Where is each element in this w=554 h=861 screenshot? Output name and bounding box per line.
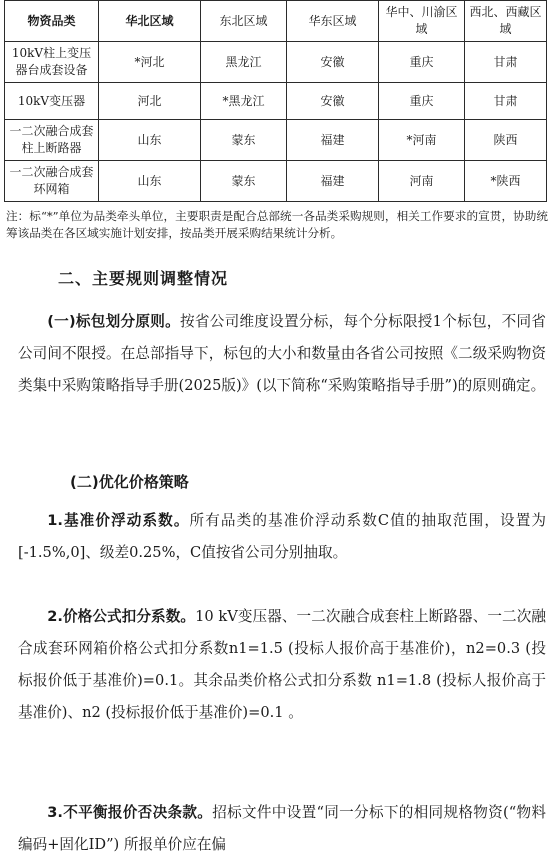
table-cell: 福建 (287, 161, 379, 202)
table-cell: 黑龙江 (201, 42, 287, 83)
paragraph-lead: (一)标包划分原则。 (47, 313, 180, 330)
header-northeast: 东北区域 (201, 1, 287, 42)
table-cell: 甘肃 (465, 42, 547, 83)
table-cell: 甘肃 (465, 83, 547, 120)
table-cell: 安徽 (287, 83, 379, 120)
table-row (5, 120, 547, 161)
header-northwest-tibet: 西北、西藏区域 (465, 1, 547, 42)
price-formula-paragraph (18, 601, 546, 729)
table-footnote: 注：标“*”单位为品类牵头单位，主要职责是配合总部统一各品类采购规则，相关工作要求的宣贯，协助统筹该品类在各区域实施计划安排，按品类开展采购结果统计分析。 (6, 209, 548, 240)
table-cell: 重庆 (379, 83, 465, 120)
table-cell: 蒙东 (201, 161, 287, 202)
paragraph-lead: 3.不平衡报价否决条款。 (47, 804, 213, 821)
benchmark-coefficient-paragraph (18, 505, 546, 569)
unbalanced-bid-paragraph (18, 797, 546, 861)
table-cell: *河北 (99, 42, 201, 83)
paragraph-body: 招标文件中设置“同一分标下的相同规格物资(“物料编码+固化ID”) 所报单价应在偏 (18, 804, 546, 853)
header-north-china: 华北区域 (99, 1, 201, 42)
table-cell: *河南 (379, 120, 465, 161)
table-cell: 重庆 (379, 42, 465, 83)
table-cell: 一二次融合成套柱上断路器 (5, 120, 99, 161)
table-cell: 10kV柱上变压器台成套设备 (5, 42, 99, 83)
regional-lead-table (4, 0, 547, 202)
subsection-heading: (二)优化价格策略 (70, 473, 189, 491)
table-cell: 河北 (99, 83, 201, 120)
section-heading: 二、主要规则调整情况 (58, 269, 229, 288)
table-cell: 山东 (99, 161, 201, 202)
paragraph-body: 按省公司维度设置分标，每个分标限授1个标包，不同省公司间不限授。在总部指导下，标包的大小和数量由各省公司按照《二级采购物资类集中采购策略指导手册(2025版)》(以下简称“采购策略指导手册”)的原则确定。 (18, 313, 546, 394)
paragraph-body: 所有品类的基准价浮动系数C值的抽取范围，设置为[-1.5%,0]、级差0.25%，C值按省公司分别抽取。 (18, 512, 546, 561)
header-category: 物资品类 (5, 1, 99, 42)
header-east-china: 华东区域 (287, 1, 379, 42)
table-row (5, 83, 547, 120)
table-cell: 10kV变压器 (5, 83, 99, 120)
paragraph-lead: 2.价格公式扣分系数。 (47, 608, 196, 625)
table-cell: 福建 (287, 120, 379, 161)
paragraph-lead: 1.基准价浮动系数。 (47, 512, 190, 529)
header-central-chuanyu: 华中、川渝区域 (379, 1, 465, 42)
table-cell: 蒙东 (201, 120, 287, 161)
table-cell: 山东 (99, 120, 201, 161)
table-cell: 河南 (379, 161, 465, 202)
bidding-package-paragraph (18, 306, 546, 402)
paragraph-body: 10 kV变压器、一二次融合成套柱上断路器、一二次融合成套环网箱价格公式扣分系数n1=1.5 (投标人报价高于基准价)，n2=0.3 (投标报价低于基准价)=0.1。其余品类价格公式扣分系数 n1=1.8 (投标人报价高于基准价)、n2 (投标报价低于基准价)=0.1 。 (18, 608, 546, 721)
table-cell: *黑龙江 (201, 83, 287, 120)
table-cell: 一二次融合成套环网箱 (5, 161, 99, 202)
table-cell: 安徽 (287, 42, 379, 83)
table-header-row (5, 1, 547, 42)
table-cell: 陕西 (465, 120, 547, 161)
table-row (5, 42, 547, 83)
table-row (5, 161, 547, 202)
table-cell: *陕西 (465, 161, 547, 202)
